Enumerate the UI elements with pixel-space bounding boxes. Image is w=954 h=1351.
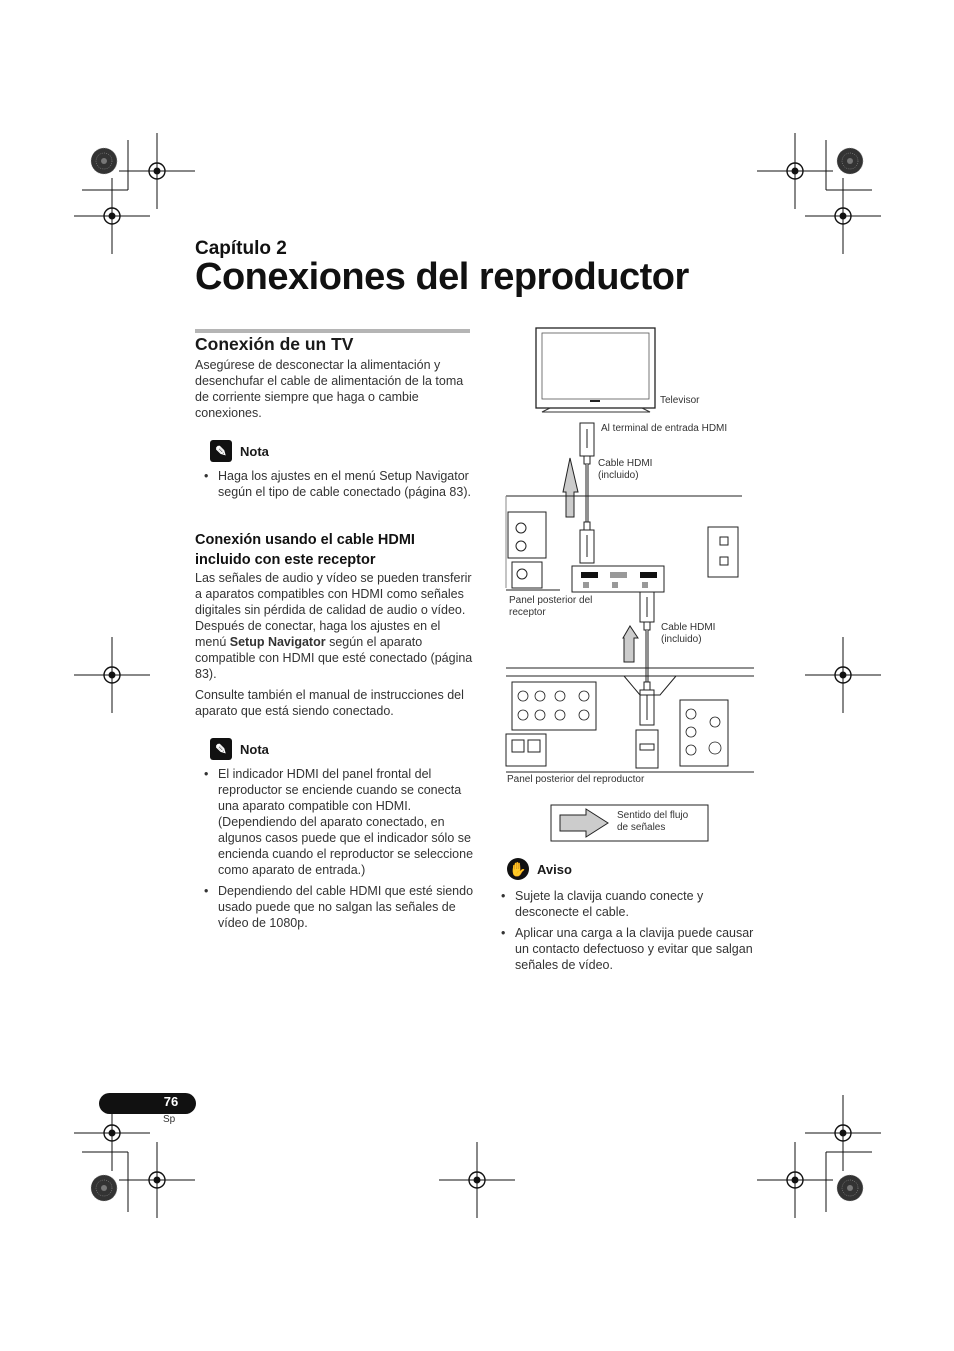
caution-item: • Sujete la clavija cuando conecte y desconecte el cable. [492, 888, 770, 920]
receiver-panel-label: Panel posterior del receptor [509, 595, 593, 618]
pencil-icon: ✎ [210, 440, 232, 462]
chapter-title: Conexiones del reproductor [195, 256, 689, 298]
tv-label: Televisor [660, 395, 700, 406]
note-heading [210, 738, 475, 760]
language-code: Sp [163, 1114, 176, 1125]
note-box-2 [210, 738, 475, 760]
note-2-item: • Dependiendo del cable HDMI que esté siendo usado puede que no salgan las señales de vídeo de 1080p. [195, 883, 475, 931]
note-heading-text: Nota [240, 443, 269, 459]
note-2-list [195, 766, 475, 936]
subsection-paragraph-1 [195, 570, 473, 682]
hdmi-input-label: Al terminal de entrada HDMI [601, 423, 728, 434]
caution-item: • Aplicar una carga a la clavija puede causar un contacto defectuoso y evitar que salgan señales de vídeo. [492, 925, 770, 973]
hdmi-cable-label-1: Cable HDMI (incluido) [598, 458, 653, 481]
tv-illustration [536, 328, 655, 412]
connection-diagram [500, 320, 760, 850]
note-heading-text: Nota [240, 741, 269, 757]
legend-label: Sentido del flujo de señales [617, 810, 689, 833]
section-title: Conexión de un TV [195, 334, 354, 354]
page-number: 76 [163, 1094, 179, 1109]
hdmi-cable-label-2: Cable HDMI (incluido) [661, 622, 716, 645]
player-panel [506, 668, 754, 772]
para-text: Las señales de audio y vídeo se pueden transferir a aparatos compatibles con HDMI como señales digitales sin pérdida de calidad de audio o vídeo. Después de conectar, haga los ajustes en el menú [195, 571, 472, 649]
hdmi-plug-top [580, 423, 594, 563]
flow-arrow-icon [623, 626, 638, 662]
caution-list [492, 888, 770, 978]
note-1-list [195, 468, 475, 505]
receiver-panel [506, 496, 742, 592]
caution-heading-text: Aviso [537, 861, 572, 877]
note-heading [210, 440, 475, 462]
caution-box [507, 858, 767, 880]
hdmi-plug-bottom [640, 592, 654, 725]
note-2-item: • El indicador HDMI del panel frontal del reproductor se enciende cuando se conecta una aparato compatible con HDMI. (Dependiendo del aparato conectado, en algunos casos puede que el indicador sólo se encienda cuando el reproductor se seleccione como aparato de entrada.) [195, 766, 475, 878]
subsection-title: Conexión usando el cable HDMI incluido con este receptor [195, 532, 415, 568]
setup-navigator-term: Setup Navigator [229, 635, 326, 649]
note-1-item: • Haga los ajustes en el menú Setup Navigator según el tipo de cable conectado (página 83). [195, 468, 475, 500]
flow-arrow-icon [563, 458, 578, 517]
section-rule [195, 329, 470, 333]
note-box-1 [210, 440, 475, 462]
intro-paragraph: Asegúrese de desconectar la alimentación y desenchufar el cable de alimentación de la toma de corriente siempre que haga o cambie conexiones. [195, 358, 464, 420]
caution-heading [507, 858, 767, 880]
hand-stop-icon: ✋ [507, 858, 529, 880]
player-panel-label: Panel posterior del reproductor [507, 774, 645, 785]
chapter-label: Capítulo 2 [195, 238, 287, 259]
para-text-continued: según el aparato compatible con HDMI que esté conectado (página 83). [195, 635, 473, 681]
subsection-paragraph-2: Consulte también el manual de instrucciones del aparato que está siendo conectado. [195, 688, 464, 718]
pencil-icon: ✎ [210, 738, 232, 760]
